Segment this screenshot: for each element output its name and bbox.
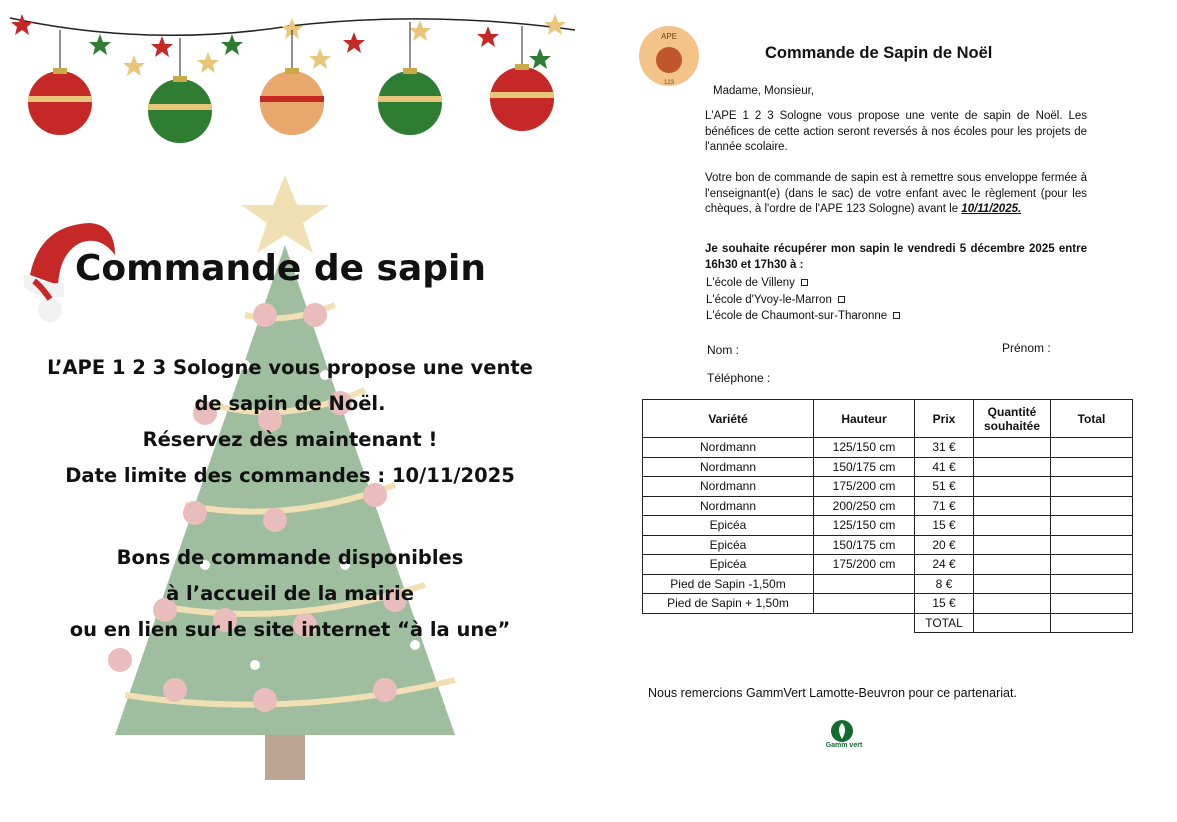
phone-field[interactable]: Téléphone : xyxy=(707,371,771,385)
cell-total-input[interactable] xyxy=(1051,516,1133,536)
cell-total-input[interactable] xyxy=(1051,457,1133,477)
cell-quantity-input[interactable] xyxy=(974,516,1051,536)
cell-variety: Nordmann xyxy=(643,477,814,497)
cell-variety: Nordmann xyxy=(643,457,814,477)
cell-height: 175/200 cm xyxy=(814,477,915,497)
flyer-line: Réservez dès maintenant ! xyxy=(142,428,438,451)
cell-quantity-input[interactable] xyxy=(974,457,1051,477)
cell-quantity-input[interactable] xyxy=(974,438,1051,458)
table-row xyxy=(643,574,1133,594)
table-row xyxy=(643,496,1133,516)
cell-height: 175/200 cm xyxy=(814,555,915,575)
cell-height: 150/175 cm xyxy=(814,457,915,477)
flyer-line: Date limite des commandes : 10/11/2025 xyxy=(65,464,515,487)
gammvert-logo-text: Gamm vert xyxy=(825,742,863,749)
flyer-line: Bons de commande disponibles xyxy=(116,546,464,569)
cell-quantity-input[interactable] xyxy=(974,574,1051,594)
school-label: L'école d'Yvoy-le-Marron xyxy=(706,294,832,306)
cell-variety: Nordmann xyxy=(643,496,814,516)
cell-price: 41 € xyxy=(915,457,974,477)
table-row xyxy=(643,535,1133,555)
name-field[interactable]: Nom : xyxy=(707,343,740,357)
cell-quantity-input[interactable] xyxy=(974,594,1051,614)
greeting-text: Madame, Monsieur, xyxy=(713,85,814,97)
cell-quantity-input[interactable] xyxy=(974,477,1051,497)
cell-quantity-input[interactable] xyxy=(974,496,1051,516)
firstname-field[interactable]: Prénom : xyxy=(1002,341,1051,355)
thanks-text: Nous remercions GammVert Lamotte-Beuvron pour ce partenariat. xyxy=(648,686,1017,700)
cell-height: 200/250 cm xyxy=(814,496,915,516)
cell-price: 31 € xyxy=(915,438,974,458)
cell-price: 15 € xyxy=(915,594,974,614)
tree-top-star-icon xyxy=(241,175,329,253)
cell-total-input[interactable] xyxy=(1051,574,1133,594)
gammvert-logo-icon xyxy=(822,715,862,755)
header-variety: Variété xyxy=(643,400,814,438)
flyer-line: ou en lien sur le site internet “à la une” xyxy=(69,618,511,641)
cell-height xyxy=(814,594,915,614)
ornament-garland xyxy=(0,0,580,160)
instructions-paragraph xyxy=(705,171,1087,218)
cell-height: 150/175 cm xyxy=(814,535,915,555)
table-row xyxy=(643,477,1133,497)
flyer-line: L’APE 1 2 3 Sologne vous propose une vente xyxy=(47,356,533,379)
ape-logo-icon xyxy=(638,22,700,90)
order-table xyxy=(642,399,1133,633)
form-title: Commande de Sapin de Noël xyxy=(765,44,993,62)
flyer-line: de sapin de Noël. xyxy=(194,392,386,415)
table-row xyxy=(643,457,1133,477)
intro-paragraph: L'APE 1 2 3 Sologne vous propose une vente de sapin de Noël. Les bénéfices de cette action seront reversés à nos écoles pour les projets de l'année scolaire. xyxy=(705,110,1087,153)
star-icons xyxy=(11,14,566,76)
order-form xyxy=(600,0,1177,822)
school-option-yvoy[interactable] xyxy=(706,294,845,306)
cell-height: 125/150 cm xyxy=(814,438,915,458)
logo-subtext: 123 xyxy=(663,80,675,86)
flyer-announcement xyxy=(20,350,560,494)
instructions-text: Votre bon de commande de sapin est à remettre sous enveloppe fermée à l'enseignant(e) (dans le sac) de votre enfant avec le règlement (pour les chèques, à l'ordre de l'APE 123 Sologne) avant le xyxy=(705,172,1087,215)
header-total: Total xyxy=(1051,400,1133,438)
cell-total-input[interactable] xyxy=(1051,438,1133,458)
cell-variety: Epicéa xyxy=(643,555,814,575)
flyer-line: à l’accueil de la mairie xyxy=(166,582,414,605)
cell-variety: Pied de Sapin + 1,50m xyxy=(643,594,814,614)
total-label: TOTAL xyxy=(915,613,974,633)
cell-variety: Pied de Sapin -1,50m xyxy=(643,574,814,594)
cell-price: 20 € xyxy=(915,535,974,555)
cell-variety: Epicéa xyxy=(643,535,814,555)
cell-total-input[interactable] xyxy=(1051,535,1133,555)
checkbox-icon[interactable] xyxy=(893,312,900,319)
cell-price: 15 € xyxy=(915,516,974,536)
flyer-title: Commande de sapin xyxy=(75,248,486,289)
total-row xyxy=(643,613,1133,633)
flyer-panel xyxy=(0,0,580,822)
cell-height: 125/150 cm xyxy=(814,516,915,536)
pickup-paragraph: Je souhaite récupérer mon sapin le vendredi 5 décembre 2025 entre 16h30 et 17h30 à : xyxy=(705,243,1087,271)
cell-price: 51 € xyxy=(915,477,974,497)
grand-total-input[interactable] xyxy=(1051,613,1133,633)
header-price: Prix xyxy=(915,400,974,438)
cell-quantity-input[interactable] xyxy=(974,555,1051,575)
deadline-date: 10/11/2025. xyxy=(961,203,1022,215)
cell-price: 8 € xyxy=(915,574,974,594)
cell-quantity-input[interactable] xyxy=(974,535,1051,555)
cell-price: 24 € xyxy=(915,555,974,575)
cell-total-input[interactable] xyxy=(1051,496,1133,516)
checkbox-icon[interactable] xyxy=(838,296,845,303)
table-row xyxy=(643,516,1133,536)
cell-height xyxy=(814,574,915,594)
school-option-chaumont[interactable] xyxy=(706,310,900,322)
table-row xyxy=(643,555,1133,575)
flyer-availability xyxy=(20,540,560,648)
cell-price: 71 € xyxy=(915,496,974,516)
cell-variety: Epicéa xyxy=(643,516,814,536)
bauble-icons xyxy=(28,64,554,143)
table-row xyxy=(643,438,1133,458)
cell-total-input[interactable] xyxy=(1051,477,1133,497)
checkbox-icon[interactable] xyxy=(801,279,808,286)
header-quantity: Quantité souhaitée xyxy=(974,400,1051,438)
school-label: L'école de Villeny xyxy=(706,277,795,289)
logo-text: APE xyxy=(660,32,678,41)
header-height: Hauteur xyxy=(814,400,915,438)
school-label: L'école de Chaumont-sur-Tharonne xyxy=(706,310,888,322)
table-row xyxy=(643,594,1133,614)
table-header-row xyxy=(643,400,1133,438)
school-option-villeny[interactable] xyxy=(706,277,808,289)
cell-total-input[interactable] xyxy=(1051,594,1133,614)
cell-variety: Nordmann xyxy=(643,438,814,458)
total-quantity-input[interactable] xyxy=(974,613,1051,633)
cell-total-input[interactable] xyxy=(1051,555,1133,575)
